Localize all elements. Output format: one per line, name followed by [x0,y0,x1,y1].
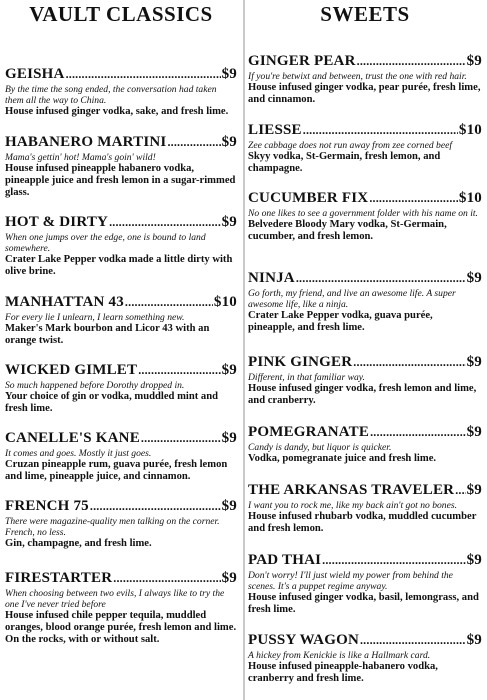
item-description: Crater Lake Pepper vodka, guava purée, pineapple, and fresh lime. [248,310,433,333]
item-name: NINJA [248,270,295,286]
item-price: $9 [466,482,482,498]
menu-item [5,362,237,415]
item-name: HOT & DIRTY [5,214,109,230]
item-description: House infused ginger vodka, basil, lemongrass, and fresh lime. [248,592,479,615]
item-price: $10 [458,190,482,206]
item-quote: It comes and goes. Mostly it just goes. [5,448,152,459]
item-quote: So much happened before Dorothy dropped in. [5,380,185,391]
item-name: WICKED GIMLET [5,362,138,378]
item-description: House infused pineapple-habanero vodka, cranberry and fresh lime. [248,661,438,684]
leader-dots [125,294,213,311]
menu-item [248,424,482,465]
item-price: $9 [221,570,237,586]
section-title: VAULT CLASSICS [29,2,213,26]
item-name: THE ARKANSAS TRAVELER [248,482,455,498]
item-name: GEISHA [5,66,65,82]
item-quote: There were magazine-quality men talking on the corner. French, no less. [5,516,220,538]
item-quote: For every lie I unlearn, I learn something new. [5,312,185,323]
leader-dots [167,134,220,151]
menu-item [248,53,482,106]
item-quote: Mama's gettin' hot! Mama's goin' wild! [5,152,156,163]
menu-item [248,552,482,616]
leader-dots [66,66,221,83]
item-name: LIESSE [248,122,302,138]
leader-dots [90,498,221,515]
item-name: PUSSY WAGON [248,632,359,648]
item-price: $10 [213,294,237,310]
leader-dots [113,570,220,587]
item-name: GINGER PEAR [248,53,356,69]
menu-item [5,66,237,118]
leader-dots [369,190,458,207]
item-name: FRENCH 75 [5,498,89,514]
item-price: $9 [466,424,482,440]
leader-dots [303,122,458,139]
item-price: $9 [466,53,482,69]
menu-item [248,354,482,407]
item-price: $10 [458,122,482,138]
menu-item [5,134,237,199]
item-description: Vodka, pomegranate juice and fresh lime. [248,453,437,464]
item-quote: No one likes to see a government folder with his name on it. [248,208,478,219]
menu-item [248,122,482,175]
item-price: $9 [221,66,237,82]
leader-dots [109,214,221,231]
item-description: House infused chile pepper tequila, muddled oranges, blood orange purée, fresh lemon and lime. On the rocks, with or without salt. [5,610,237,645]
item-quote: When choosing between two evils, I always like to try the one I've never tried before [5,588,225,610]
item-price: $9 [466,552,482,568]
item-description: Crater Lake Pepper vodka made a little dirty with olive brine. [5,254,233,277]
item-name: HABANERO MARTINI [5,134,167,150]
item-price: $9 [221,134,237,150]
menu-item [248,482,482,535]
item-name: PINK GINGER [248,354,353,370]
item-quote: Go forth, my friend, and live an awesome life. A super awesome life, like a ninja. [248,288,456,310]
item-price: $9 [466,270,482,286]
item-price: $9 [466,354,482,370]
item-quote: If you're betwixt and between, trust the one with red hair. [248,71,467,82]
item-description: House infused ginger vodka, pear purée, fresh lime, and cinnamon. [248,82,481,105]
item-description: House infused ginger vodka, fresh lemon and lime, and cranberry. [248,383,477,406]
item-quote: By the time the song ended, the conversation had taken them all the way to China. [5,84,217,106]
leader-dots [455,482,465,499]
item-quote: A hickey from Kenickie is like a Hallmark card. [248,650,431,661]
item-description: House infused pineapple habanero vodka, pineapple juice and fresh lemon in a sugar-rimmed glass. [5,163,236,198]
menu-item [248,632,482,685]
item-name: CANELLE'S KANE [5,430,140,446]
item-price: $9 [221,498,237,514]
item-name: CUCUMBER FIX [248,190,369,206]
leader-dots [141,430,221,447]
item-description: Cruzan pineapple rum, guava purée, fresh lemon and lime, pineapple juice, and cinnamon. [5,459,228,482]
item-name: FIRESTARTER [5,570,113,586]
item-description: House infused rhubarb vodka, muddled cucumber and fresh lemon. [248,511,477,534]
item-quote: When one jumps over the edge, one is bound to land somewhere. [5,232,206,254]
item-price: $9 [221,430,237,446]
menu-item [5,498,237,550]
leader-dots [360,632,466,649]
section-title: SWEETS [320,2,410,26]
menu-item [5,214,237,278]
leader-dots [322,552,465,569]
item-name: POMEGRANATE [248,424,370,440]
item-description: Belvedere Bloody Mary vodka, St-Germain, cucumber, and fresh lemon. [248,219,447,242]
item-quote: Candy is dandy, but liquor is quicker. [248,442,392,453]
item-name: MANHATTAN 43 [5,294,124,310]
leader-dots [296,270,466,287]
item-price: $9 [221,362,237,378]
column-divider [243,0,245,700]
item-description: Gin, champagne, and fresh lime. [5,538,152,549]
leader-dots [370,424,466,441]
item-name: PAD THAI [248,552,322,568]
leader-dots [353,354,465,371]
item-description: Your choice of gin or vodka, muddled mint and fresh lime. [5,391,218,414]
leader-dots [357,53,466,70]
item-price: $9 [221,214,237,230]
item-quote: Different, in that familiar way. [248,372,365,383]
item-quote: Don't worry! I'll just wield my power from behind the scenes. It's a puppet regime anyway. [248,570,453,592]
item-description: Skyy vodka, St-Germain, fresh lemon, and champagne. [248,151,441,174]
menu-item [248,190,482,243]
menu-item [5,430,237,483]
menu-item [5,570,237,646]
item-description: Maker's Mark bourbon and Licor 43 with an orange twist. [5,323,210,346]
item-description: House infused ginger vodka, sake, and fresh lime. [5,106,229,117]
item-price: $9 [466,632,482,648]
menu-item [5,294,237,347]
leader-dots [138,362,220,379]
item-quote: Zee cabbage does not run away from zee corned beef [248,140,452,151]
menu-item [248,270,482,334]
item-quote: I want you to rock me, like my back ain't got no bones. [248,500,457,511]
